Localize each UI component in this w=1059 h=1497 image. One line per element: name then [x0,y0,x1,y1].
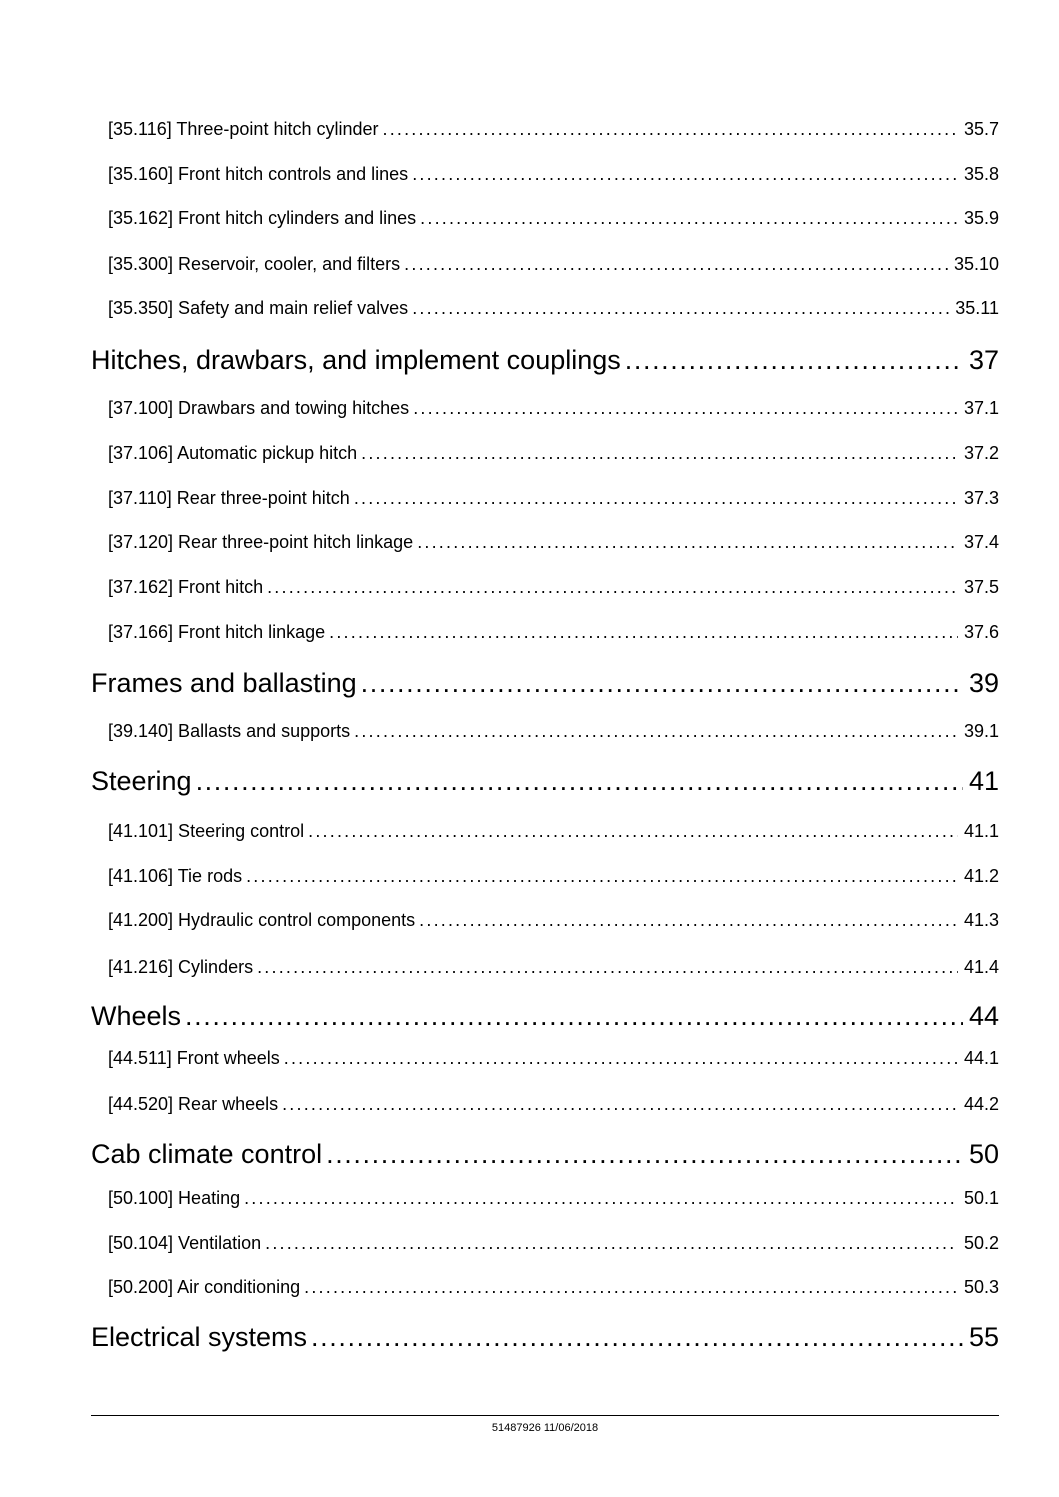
toc-entry-page: 35.10 [953,254,999,274]
toc-entry-page: 37.2 [963,443,999,463]
toc-chapter-50[interactable] [91,1137,999,1171]
toc-entry-title: [50.100] Heating [108,1188,241,1208]
toc-entry-35-300[interactable] [108,252,999,276]
toc-entry-title: [41.101] Steering control [108,821,305,841]
toc-entry-35-160[interactable] [108,162,999,186]
toc-entry-page: 41.4 [963,957,999,977]
toc-chapter-title: Frames and ballasting [91,668,357,698]
dot-leader [329,620,958,644]
toc-entry-41-101[interactable] [108,819,999,843]
toc-entry-41-216[interactable] [108,955,999,979]
toc-entry-title: [35.160] Front hitch controls and lines [108,164,409,184]
toc-chapter-page: 44 [968,1001,999,1031]
toc-entry-37-120[interactable] [108,530,999,554]
toc-chapter-page: 55 [968,1322,999,1352]
toc-entry-title: [37.110] Rear three-point hitch [108,488,350,508]
toc-entry-title: [39.140] Ballasts and supports [108,721,351,741]
dot-leader [413,396,958,420]
toc-entry-page: 41.2 [963,866,999,886]
toc-entry-50-100[interactable] [108,1186,999,1210]
dot-leader [412,162,958,186]
dot-leader [354,486,958,510]
toc-entry-title: [35.162] Front hitch cylinders and lines [108,208,417,228]
dot-leader [326,1137,963,1171]
toc-entry-title: [41.216] Cylinders [108,957,254,977]
toc-chapter-55[interactable] [91,1320,999,1354]
toc-entry-page: 35.8 [963,164,999,184]
toc-entry-50-104[interactable] [108,1231,999,1255]
dot-leader [265,1231,958,1255]
toc-entry-35-116[interactable] [108,117,999,141]
toc-entry-39-140[interactable] [108,719,999,743]
toc-entry-page: 44.1 [963,1048,999,1068]
toc-entry-page: 44.2 [963,1094,999,1114]
toc-chapter-41[interactable] [91,764,999,798]
toc-entry-page: 37.4 [963,532,999,552]
toc-chapter-37[interactable] [91,343,999,377]
toc-chapter-39[interactable] [91,666,999,700]
dot-leader [196,764,963,798]
toc-entry-page: 37.1 [963,398,999,418]
footer-doc-id: 51487926 11/06/2018 [491,1422,599,1434]
dot-leader [417,530,958,554]
dot-leader [420,206,958,230]
dot-leader [282,1092,958,1116]
dot-leader [419,908,958,932]
dot-leader [244,1186,958,1210]
dot-leader [404,252,948,276]
toc-entry-37-106[interactable] [108,441,999,465]
toc-entry-44-511[interactable] [108,1046,999,1070]
toc-entry-50-200[interactable] [108,1275,999,1299]
dot-leader [361,666,963,700]
toc-entry-page: 50.3 [963,1277,999,1297]
toc-entry-title: [41.106] Tie rods [108,866,243,886]
toc-entry-37-100[interactable] [108,396,999,420]
toc-chapter-title: Hitches, drawbars, and implement couplings [91,345,621,375]
toc-chapter-title: Electrical systems [91,1322,308,1352]
toc-entry-title: [44.520] Rear wheels [108,1094,279,1114]
dot-leader [246,864,958,888]
toc-entry-page: 37.3 [963,488,999,508]
toc-entry-page: 50.1 [963,1188,999,1208]
toc-chapter-title: Cab climate control [91,1139,323,1169]
toc-chapter-page: 50 [968,1139,999,1169]
toc-entry-page: 35.11 [955,298,999,318]
toc-entry-page: 39.1 [963,721,999,741]
dot-leader [185,999,963,1033]
toc-entry-title: [37.100] Drawbars and towing hitches [108,398,410,418]
dot-leader [383,117,958,141]
toc-entry-page: 35.9 [963,208,999,228]
toc-entry-title: [44.511] Front wheels [108,1048,280,1068]
toc-entry-37-162[interactable] [108,575,999,599]
toc-chapter-title: Wheels [91,1001,182,1031]
dot-leader [257,955,958,979]
toc-chapter-page: 39 [968,668,999,698]
toc-entry-page: 37.5 [963,577,999,597]
dot-leader [304,1275,958,1299]
toc-entry-37-110[interactable] [108,486,999,510]
dot-leader [412,296,949,320]
toc-entry-35-350[interactable] [108,296,999,320]
toc-chapter-page: 41 [968,766,999,796]
dot-leader [354,719,958,743]
dot-leader [625,343,963,377]
toc-chapter-44[interactable] [91,999,999,1033]
toc-entry-title: [37.162] Front hitch [108,577,264,597]
toc-entry-title: [50.200] Air conditioning [108,1277,301,1297]
toc-entry-44-520[interactable] [108,1092,999,1116]
toc-chapter-page: 37 [968,345,999,375]
toc-entry-title: [35.300] Reservoir, cooler, and filters [108,254,401,274]
toc-chapter-title: Steering [91,766,192,796]
toc-entry-title: [41.200] Hydraulic control components [108,910,416,930]
dot-leader [311,1320,963,1354]
toc-entry-title: [37.120] Rear three-point hitch linkage [108,532,414,552]
dot-leader [308,819,958,843]
toc-entry-page: 41.3 [963,910,999,930]
toc-entry-page: 35.7 [963,119,999,139]
dot-leader [284,1046,958,1070]
toc-entry-title: [37.166] Front hitch linkage [108,622,326,642]
dot-leader [361,441,958,465]
toc-entry-title: [35.350] Safety and main relief valves [108,298,409,318]
toc-entry-title: [37.106] Automatic pickup hitch [108,443,358,463]
toc-entry-35-162[interactable] [108,206,999,230]
toc-entry-41-200[interactable] [108,908,999,932]
toc-entry-page: 50.2 [963,1233,999,1253]
toc-entry-title: [50.104] Ventilation [108,1233,262,1253]
toc-entry-page: 41.1 [963,821,999,841]
toc-entry-41-106[interactable] [108,864,999,888]
toc-entry-37-166[interactable] [108,620,999,644]
footer-divider [91,1415,999,1416]
toc-entry-page: 37.6 [963,622,999,642]
toc-entry-title: [35.116] Three-point hitch cylinder [108,119,379,139]
dot-leader [267,575,958,599]
